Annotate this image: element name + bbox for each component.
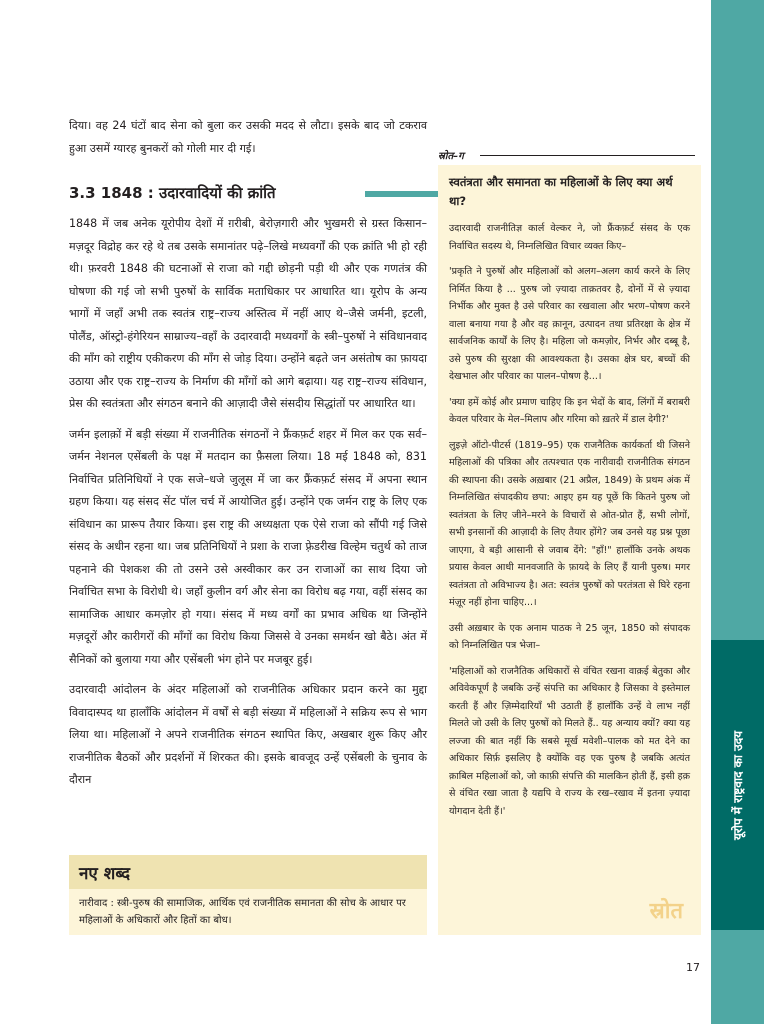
source-heading: स्वतंत्रता और समानता का महिलाओं के लिए क्या अर्थ था? — [449, 175, 673, 208]
source-watermark: स्रोत — [649, 899, 683, 924]
body-paragraph: जर्मन इलाक़ों में बड़ी संख्या में राजनीतिक संगठनों ने फ्रैंकफ़र्ट शहर में मिल कर एक सर्व–जर्मन नेशनल एसेंबली के पक्ष में मतदान का फ़ैसला लिया। 18 मई 1848 को, 831 निर्वाचित प्रतिनिधियों ने एक सजे–धजे जुलूस में जा कर फ्रैंकफ़र्ट संसद में अपना स्थान ग्रहण किया। यह संसद सेंट पॉल चर्च में आयोजित हुई। उन्होंने एक जर्मन राष्ट्र के लिए एक संविधान का प्रारूप तैयार किया। इस राष्ट्र की अध्यक्षता एक ऐसे राजा को सौंपी गई जिसे संसद के अधीन रहना था। जब प्रतिनिधियों ने प्रशा के राजा फ़्रेडरीख विल्हेम चतुर्थ को ताज पहनाने की पेशकश की तो उसने उसे अस्वीकार कर उन राजाओं का साथ दिया जो निर्वाचित सभा के विरोधी थे। जहाँ कुलीन वर्ग और सेना का विरोध बढ़ गया, वहीं संसद का सामाजिक आधार कमज़ोर हो गया। संसद में मध्य वर्गों का प्रभाव अधिक था जिन्होंने मज़दूरों और कारीगरों की माँगों का विरोध किया जिससे वे उनका समर्थन खो बैठे। अंत में सैनिकों को बुलाया गया और एसेंबली भंग होने पर मजबूर हुई। — [69, 427, 427, 666]
source-box — [438, 165, 701, 935]
new-words-heading: नए शब्द — [69, 855, 427, 889]
source-quote: 'क्या हमें कोई और प्रमाण चाहिए कि इन भेदों के बाद, लिंगों में बराबरी केवल परिवार के मेल–मिलाप और गरिमा को ख़तरे में डाल देगी?' — [449, 396, 690, 425]
section-body — [69, 213, 427, 792]
chapter-title-vertical — [711, 640, 764, 930]
page-number: 17 — [686, 961, 700, 974]
section-heading — [69, 178, 427, 208]
intro-paragraph: दिया। वह 24 घंटों बाद सेना को बुला कर उसकी मदद से लौटा। इसके बाद जो टकराव हुआ उसमें ग्यारह बुनकरों को गोली मार दी गई। — [69, 119, 427, 155]
source-paragraph: उसी अख़बार के एक अनाम पाठक ने 25 जून, 1850 को संपादक को निम्नलिखित पत्र भेजा– — [449, 622, 690, 651]
source-label: स्रोत–ग — [438, 151, 464, 162]
source-quote: 'प्रकृति ने पुरुषों और महिलाओं को अलग–अलग कार्य करने के लिए निर्मित किया है ... पुरुष जो ज़्यादा ताक़तवर है, दोनों में से ज़्यादा निर्भीक और मुक्त है उसे परिवार का रखवाला और भरण–पोषण करने वाला बनाया गया है और वह क़ानून, उत्पादन तथा प्रतिरक्षा के क्षेत्र में सार्वजनिक कार्यों के लिए है। महिला जो कमज़ोर, निर्भर और दब्बू है, उसे पुरुष की सुरक्षा की आवश्यकता है। उसका क्षेत्र घर, बच्चों की देखभाल और परिवार का पालन–पोषण है...। — [449, 266, 690, 382]
body-paragraph: 1848 में जब अनेक यूरोपीय देशों में ग़रीबी, बेरोज़गारी और भुखमरी से ग्रस्त किसान–मज़दूर विद्रोह कर रहे थे तब उसके समानांतर पढ़े–लिखे मध्यवर्गों की एक क्रांति भी हो रही थी। फ़रवरी 1848 की घटनाओं से राजा को गद्दी छोड़नी पड़ी थी और एक गणतंत्र की घोषणा की गई जो सभी पुरुषों के सार्विक मताधिकार पर आधारित था। यूरोप के अन्य भागों में जहाँ अभी तक स्वतंत्र राष्ट्र–राज्य अस्तित्व में नहीं आए थे–जैसे जर्मनी, इटली, पोलैंड, ऑस्ट्रो-हंगेरियन साम्राज्य–वहाँ के उदारवादी मध्यवर्गों के स्त्री–पुरुषों ने संविधानवाद की माँग को राष्ट्रीय एकीकरण की माँग से जोड़ दिया। उन्होंने बढ़ते जन असंतोष का फ़ायदा उठाया और एक राष्ट्र–राज्य के निर्माण की माँगों को आगे बढ़ाया। यह राष्ट्र–राज्य संविधान, प्रेस की स्वतंत्रता और संगठन बनाने की आज़ादी जैसे संसदीय सिद्धांतों पर आधारित था। — [69, 217, 427, 410]
section-heading-text: 3.3 1848 : उदारवादियों की क्रांति — [69, 184, 276, 202]
source-quote: 'महिलाओं को राजनैतिक अधिकारों से वंचित रखना वाक़ई बेतुका और अविवेकपूर्ण है जबकि उन्हें संपत्ति का अधिकार है जिसका वे इस्तेमाल करती हैं और ज़िम्मेदारियाँ भी उठाती हैं हालाँकि उन्हें वे लाभ नहीं मिलते जो उसी के लिए पुरुषों को मिलते हैं.. यह अन्याय क्यों? क्या यह लज्जा की बात नहीं कि सबसे मूर्ख मवेशी–पालक को मत देने का अधिकार सिर्फ़ इसलिए है क्योंकि वह एक पुरुष है जबकि अत्यंत क़ाबिल महिलाओं को, जो काफ़ी संपत्ति की मालकिन होती हैं, इसी हक़ से वंचित रखा जाता है यद्यपि वे राज्य के रख–रखाव में इतना ज़्यादा योगदान देती हैं।' — [449, 665, 690, 817]
chapter-title-text: यूरोप में राष्ट्रवाद का उदय — [731, 730, 745, 840]
new-words-box — [69, 855, 427, 935]
new-words-definition: नारीवाद : स्त्री-पुरुष की सामाजिक, आर्थिक एवं राजनीतिक समानता की सोच के आधार पर महिलाओं के अधिकारों और हितों का बोध। — [79, 898, 406, 926]
intro-paragraph-block — [69, 115, 427, 160]
source-paragraph: उदारवादी राजनीतिज्ञ कार्ल वेल्कर ने, जो फ्रैंकफ़र्ट संसद के एक निर्वाचित सदस्य थे, निम्नलिखित विचार व्यक्त किए– — [449, 223, 690, 252]
source-paragraph: लुइज़े ऑटो-पीटर्स (1819–95) एक राजनैतिक कार्यकर्ता थी जिसने महिलाओं की पत्रिका और तत्पश्चात एक नारीवादी राजनीतिक संगठन की स्थापना की। उसके अख़बार (21 अप्रैल, 1849) के प्रथम अंक में निम्नलिखित संपादकीय छपा: आइए हम यह पूछें कि कितने पुरुष जो स्वतंत्रता के लिए जीने–मरने के विचारों से ओत-प्रोत हैं, सभी लोगों, सभी इनसानों की आज़ादी के लिए तैयार होंगे? जब उनसे यह प्रश्न पूछा जाएगा, वे बड़ी आसानी से जवाब देंगे: "हाँ!" हालाँकि उनके अथक प्रयास केवल आधी मानवजाति के फ़ायदे के लिए हैं यानी पुरुष। मगर स्वतंत्रता तो अविभाज्य है। अत: स्वतंत्र पुरुषों को परतंत्रता से घिरे रहना मंज़ूर नहीं होना चाहिए...। — [449, 439, 690, 608]
source-content — [438, 165, 701, 820]
source-divider — [480, 155, 695, 156]
body-paragraph: उदारवादी आंदोलन के अंदर महिलाओं को राजनीतिक अधिकार प्रदान करने का मुद्दा विवादास्पद था हालाँकि आंदोलन में वर्षों से बड़ी संख्या में महिलाओं ने सक्रिय रूप से भाग लिया था। महिलाओं ने अपने राजनीतिक संगठन स्थापित किए, अखबार शुरू किए और राजनीतिक बैठकों और प्रदर्शनों में शिरकत की। इसके बावजूद उन्हें एसेंबली के चुनाव के दौरान — [69, 683, 427, 786]
